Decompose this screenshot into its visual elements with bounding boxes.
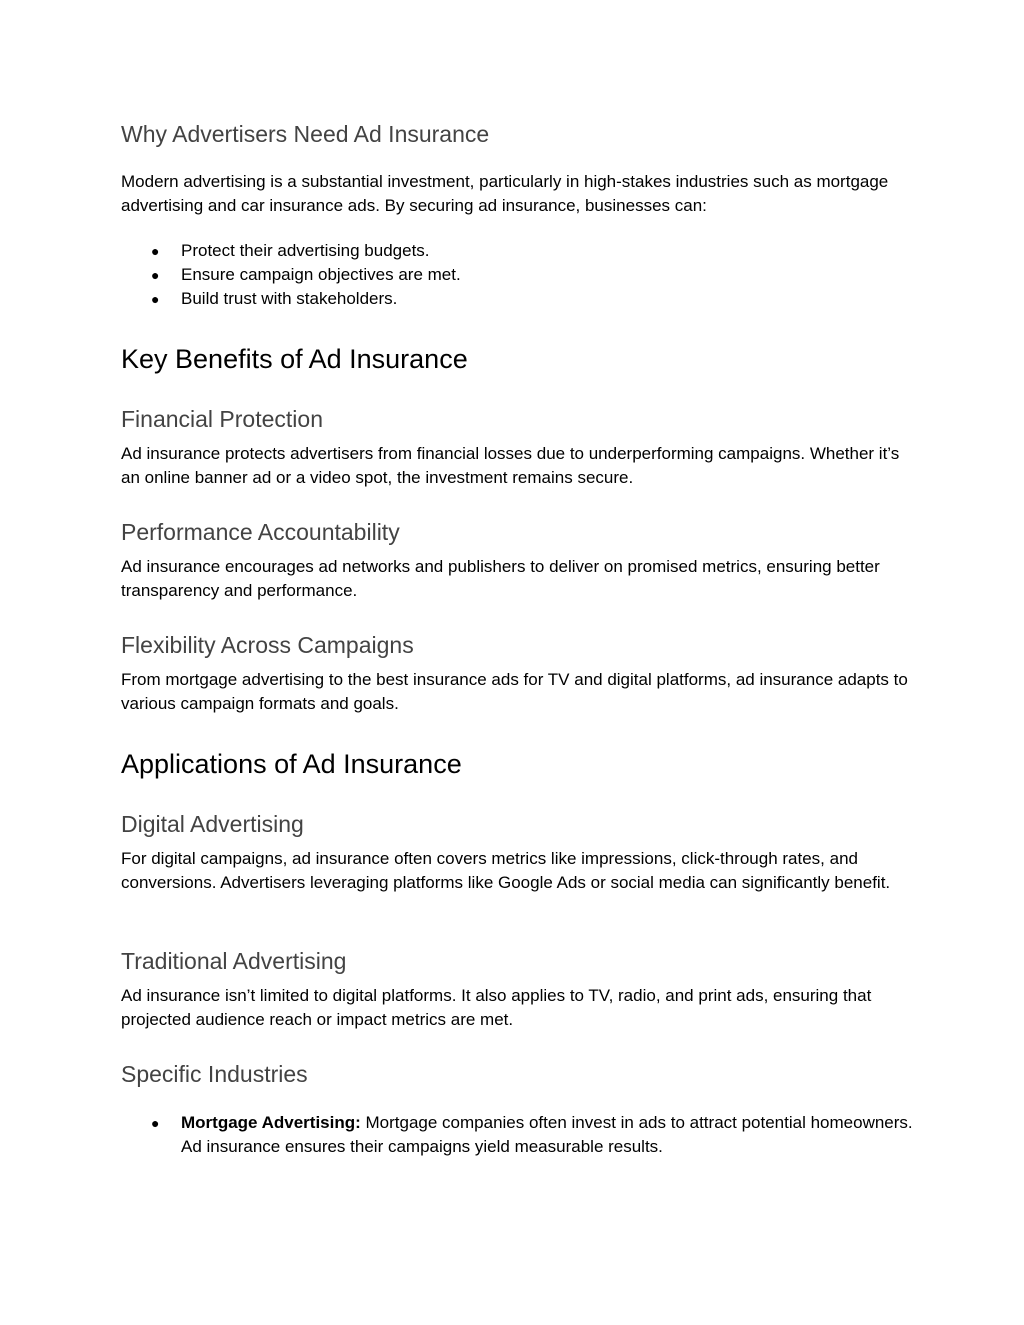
bullet-icon: ● bbox=[151, 291, 160, 308]
heading-flexibility: Flexibility Across Campaigns bbox=[121, 632, 414, 658]
list-item bbox=[121, 239, 921, 263]
list-item-bold-lead: Mortgage Advertising: bbox=[181, 1113, 361, 1132]
heading-key-benefits: Key Benefits of Ad Insurance bbox=[121, 344, 468, 374]
bullet-icon: ● bbox=[151, 243, 160, 259]
bullet-list-why bbox=[121, 239, 921, 312]
list-item bbox=[121, 287, 921, 311]
heading-financial-protection: Financial Protection bbox=[121, 406, 323, 432]
list-item bbox=[121, 263, 921, 287]
paragraph-performance-accountability: Ad insurance encourages ad networks and publishers to deliver on promised metrics, ensuring better transparency and performance. bbox=[121, 557, 880, 601]
paragraph-digital-advertising: For digital campaigns, ad insurance often covers metrics like impressions, click-through rates, and conversions. Advertisers leveraging platforms like Google Ads or social media can significantly benefit. bbox=[121, 849, 891, 893]
heading-traditional-advertising: Traditional Advertising bbox=[121, 948, 347, 974]
bullet-icon: ● bbox=[151, 267, 160, 284]
paragraph-financial-protection: Ad insurance protects advertisers from financial losses due to underperforming campaigns. Whether it’s an online banner ad or a video spot, the investment remains secure. bbox=[121, 444, 900, 488]
bullet-list-industries bbox=[121, 1111, 921, 1159]
list-item-text: Ensure campaign objectives are met. bbox=[181, 265, 461, 285]
heading-applications: Applications of Ad Insurance bbox=[121, 749, 462, 779]
heading-digital-advertising: Digital Advertising bbox=[121, 811, 304, 837]
list-item-text: Mortgage companies often invest in ads to attract potential homeowners. Ad insurance ensures their campaigns yield measurable results. bbox=[181, 1113, 913, 1157]
heading-performance-accountability: Performance Accountability bbox=[121, 519, 400, 545]
heading-specific-industries: Specific Industries bbox=[121, 1061, 308, 1087]
list-item bbox=[121, 1111, 921, 1159]
bullet-icon: ● bbox=[151, 1115, 160, 1131]
list-item-text: Protect their advertising budgets. bbox=[181, 241, 430, 260]
paragraph-flexibility: From mortgage advertising to the best insurance ads for TV and digital platforms, ad insurance adapts to various campaign formats and goals. bbox=[121, 670, 908, 714]
heading-why-advertisers: Why Advertisers Need Ad Insurance bbox=[121, 121, 490, 147]
list-item-text: Build trust with stakeholders. bbox=[181, 289, 398, 309]
paragraph-traditional-advertising: Ad insurance isn’t limited to digital platforms. It also applies to TV, radio, and print ads, ensuring that projected audience reach or impact metrics are met. bbox=[121, 986, 872, 1030]
paragraph-why-advertisers: Modern advertising is a substantial investment, particularly in high-stakes industries such as mortgage advertising and car insurance ads. By securing ad insurance, businesses can: bbox=[121, 172, 889, 216]
